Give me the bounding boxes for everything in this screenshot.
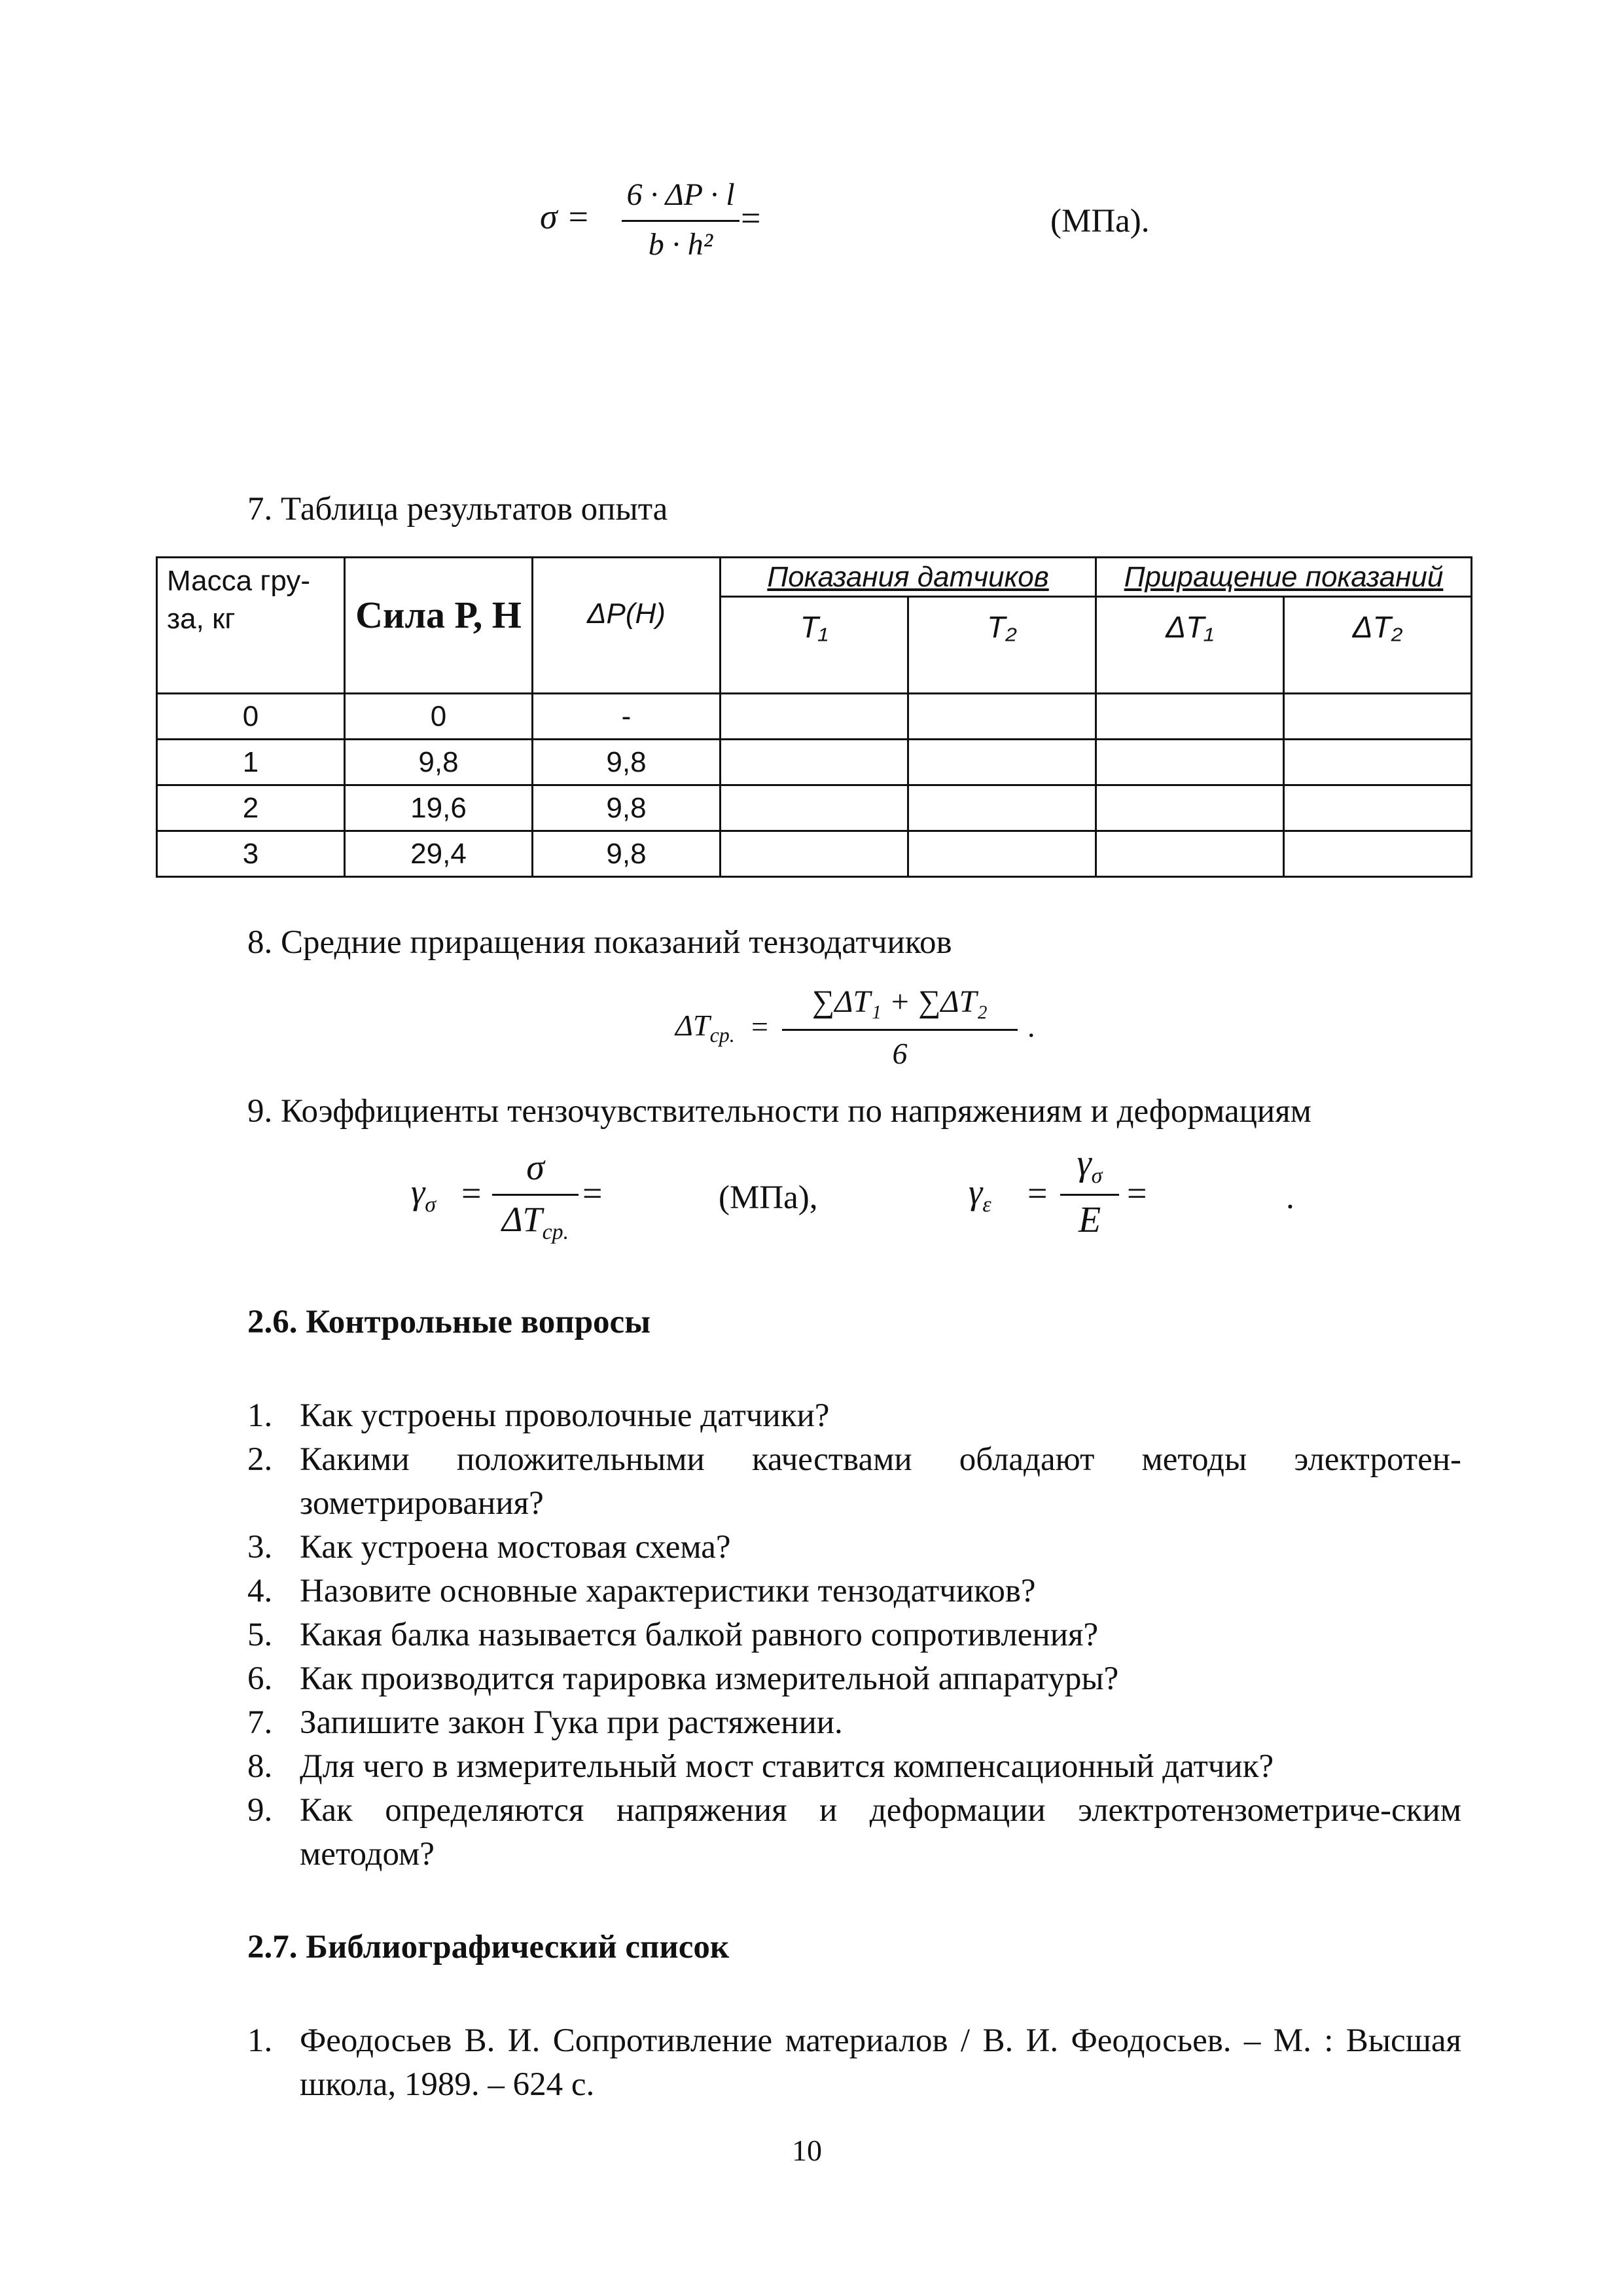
header-t1: T₁ — [721, 597, 908, 694]
cell-force: 0 — [345, 694, 533, 740]
header-readings-group: Показания датчиков — [721, 558, 1096, 597]
list-item — [247, 1613, 1461, 1657]
cell-mass: 3 — [157, 831, 345, 877]
list-text: Какая балка называется балкой равного сопротивления? — [300, 1617, 1099, 1653]
cell-empty — [1096, 785, 1284, 831]
list-text: Как устроена мостовая схема? — [300, 1529, 731, 1566]
table-row — [157, 694, 1472, 740]
cell-empty — [1284, 694, 1472, 740]
header-force: Сила Р, Н — [345, 558, 533, 694]
header-delta-p: ΔP(H) — [533, 558, 721, 694]
list-number: 9. — [247, 1792, 273, 1829]
list-number: 4. — [247, 1573, 273, 1609]
formula-sigma-denominator: b · h² — [648, 227, 713, 262]
cell-empty — [1096, 740, 1284, 785]
list-item — [247, 1438, 1461, 1526]
formula-gamma-sigma-unit: (МПа), — [719, 1179, 818, 1216]
table-row — [157, 785, 1472, 831]
list-text: Какими положительными качествами обладают методы электротен-зометрирования? — [300, 1441, 1461, 1522]
list-number: 3. — [247, 1529, 273, 1566]
cell-empty — [721, 740, 908, 785]
cell-mass: 2 — [157, 785, 345, 831]
cell-delta-p: - — [533, 694, 721, 740]
cell-delta-p: 9,8 — [533, 831, 721, 877]
header-dt1: ΔT₁ — [1096, 597, 1284, 694]
list-item — [247, 1657, 1461, 1701]
fraction-bar — [622, 220, 740, 222]
list-item — [247, 1570, 1461, 1613]
cell-force: 19,6 — [345, 785, 533, 831]
cell-empty — [721, 694, 908, 740]
cell-mass: 0 — [157, 694, 345, 740]
formula-gamma-sigma-fraction — [492, 1145, 579, 1250]
formula-gamma-eps-equals: = — [1027, 1174, 1048, 1213]
formula-sigma-unit: (МПа). — [1050, 203, 1150, 240]
table-row — [157, 831, 1472, 877]
header-dt2: ΔT₂ — [1284, 597, 1472, 694]
header-t2: T₂ — [908, 597, 1096, 694]
formula-gamma-sigma-equals: = — [461, 1174, 482, 1213]
list-item — [247, 2019, 1461, 2107]
cell-force: 29,4 — [345, 831, 533, 877]
formula-average-fraction — [782, 982, 1018, 1080]
list-item — [247, 1394, 1461, 1438]
formula-gamma-sigma-numerator: σ — [526, 1147, 544, 1188]
cell-empty — [1096, 694, 1284, 740]
formula-average-lhs: $\Delta T_{ср.}$ — [675, 1009, 735, 1047]
formula-average-numerator: ∑ΔT₁ + ∑ΔT₂ — [812, 984, 988, 1019]
formula-average-denominator: 6 — [892, 1037, 908, 1070]
formula-sigma-numerator: 6 · ΔP · l — [626, 177, 735, 212]
formula-average-equals: = — [751, 1010, 768, 1043]
section-9-title: 9. Коэффициенты тензочувствительности по напряжениям и деформациям — [247, 1093, 1311, 1130]
list-item — [247, 1745, 1461, 1789]
results-table — [156, 556, 1472, 878]
fraction-bar — [492, 1194, 579, 1196]
section-8-title: 8. Средние приращения показаний тензодатчиков — [247, 924, 952, 961]
list-number: 8. — [247, 1748, 273, 1785]
section-7-title: 7. Таблица результатов опыта — [247, 491, 668, 528]
list-text: Назовите основные характеристики тензодатчиков? — [300, 1573, 1036, 1609]
list-number: 1. — [247, 2022, 273, 2059]
cell-empty — [908, 740, 1096, 785]
cell-empty — [908, 694, 1096, 740]
cell-force: 9,8 — [345, 740, 533, 785]
cell-delta-p: 9,8 — [533, 785, 721, 831]
list-text: Как устроены проволочные датчики? — [300, 1397, 830, 1434]
formula-gamma-sigma-denominator: $\Delta T_{ср.}$ — [501, 1200, 569, 1244]
formula-average-end: . — [1027, 1010, 1035, 1043]
formula-gamma-sigma-lhs: $\gamma_\sigma$ — [411, 1172, 437, 1217]
list-text: Для чего в измерительный мост ставится компенсационный датчик? — [300, 1748, 1274, 1785]
list-text: Феодосьев В. И. Сопротивление материалов / В. И. Феодосьев. – М. : Высшая школа, 1989. – 624 с. — [300, 2022, 1461, 2103]
formula-sigma-equals: = — [741, 198, 761, 238]
cell-empty — [721, 785, 908, 831]
page-number: 10 — [792, 2134, 822, 2167]
section-2-6-title: 2.6. Контрольные вопросы — [247, 1304, 651, 1340]
formula-gamma-eps-fraction — [1060, 1140, 1119, 1251]
formula-gamma-eps-lhs: $\gamma_\varepsilon$ — [969, 1172, 991, 1217]
list-text: Запишите закон Гука при растяжении. — [300, 1704, 843, 1741]
formula-sigma-lhs: σ = — [540, 197, 590, 236]
cell-empty — [1284, 740, 1472, 785]
cell-delta-p: 9,8 — [533, 740, 721, 785]
list-number: 2. — [247, 1441, 273, 1478]
formula-gamma-eps-end: . — [1286, 1179, 1294, 1216]
list-item — [247, 1789, 1461, 1876]
formula-gamma-eps-equals2: = — [1127, 1174, 1147, 1213]
list-text: Как определяются напряжения и деформации электротензометриче-ским методом? — [300, 1792, 1461, 1873]
fraction-bar — [1060, 1194, 1119, 1196]
section-2-7-title: 2.7. Библиографический список — [247, 1929, 730, 1965]
list-text: Как производится тарировка измерительной аппаратуры? — [300, 1660, 1119, 1697]
cell-empty — [908, 785, 1096, 831]
list-number: 1. — [247, 1397, 273, 1434]
formula-sigma-fraction — [622, 175, 740, 267]
fraction-bar — [782, 1029, 1018, 1031]
list-number: 5. — [247, 1617, 273, 1653]
list-number: 6. — [247, 1660, 273, 1697]
list-item — [247, 1526, 1461, 1570]
header-mass: Масса гру- за, кг — [157, 558, 345, 694]
cell-mass: 1 — [157, 740, 345, 785]
list-number: 7. — [247, 1704, 273, 1741]
table-row — [157, 740, 1472, 785]
formula-gamma-sigma-equals2: = — [582, 1174, 603, 1213]
list-item — [247, 1701, 1461, 1745]
formula-gamma-eps-denominator: E — [1078, 1200, 1101, 1240]
cell-empty — [908, 831, 1096, 877]
cell-empty — [1096, 831, 1284, 877]
cell-empty — [721, 831, 908, 877]
formula-gamma-eps-numerator: $\gamma_\sigma$ — [1077, 1143, 1103, 1189]
header-increment-group: Приращение показаний — [1096, 558, 1472, 597]
cell-empty — [1284, 785, 1472, 831]
cell-empty — [1284, 831, 1472, 877]
